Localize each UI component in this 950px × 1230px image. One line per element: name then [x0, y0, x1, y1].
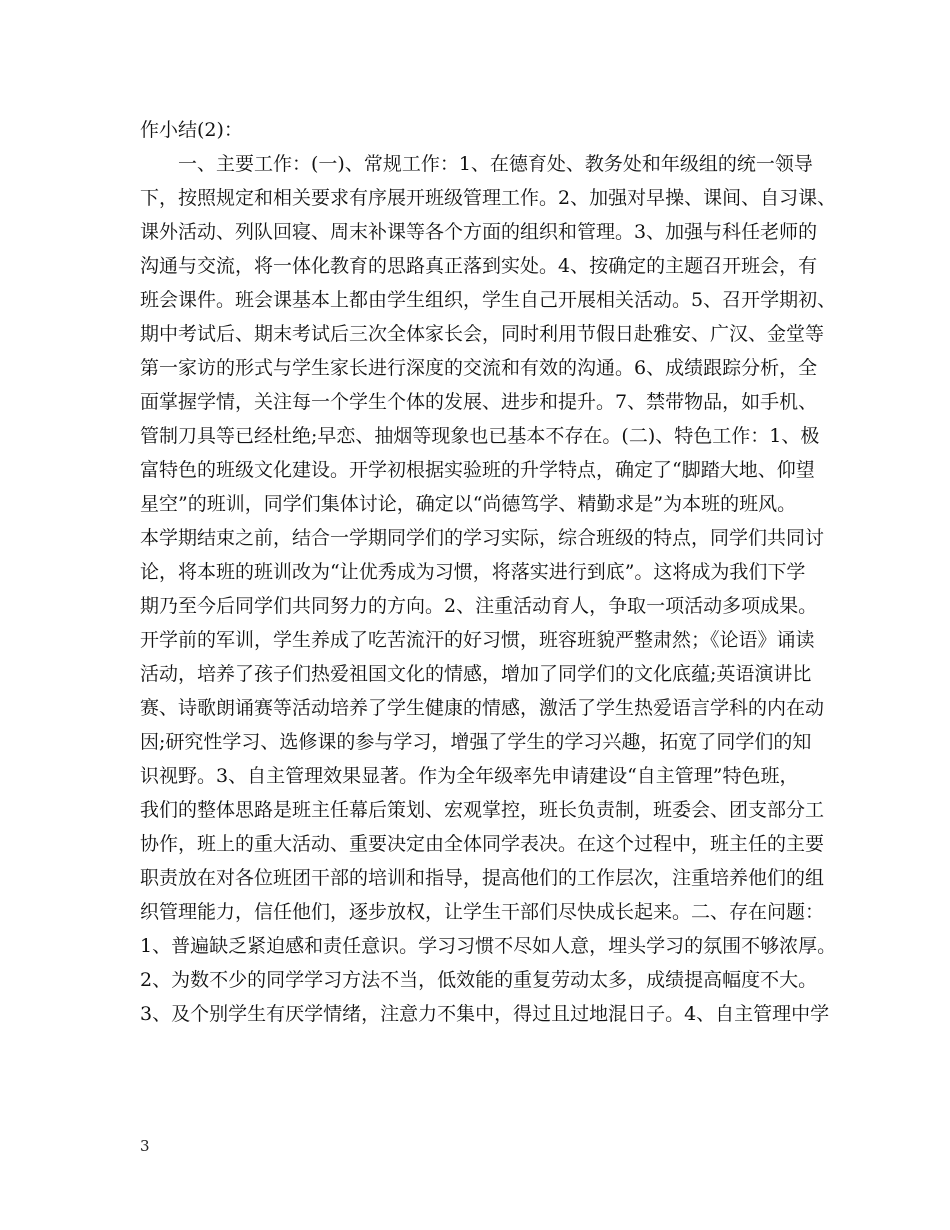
text-line: 开学前的军训，学生养成了吃苦流汗的好习惯，班容班貌严整肃然；《论语》诵读 [140, 629, 815, 651]
text-line: 班会课件。班会课基本上都由学生组织，学生自己开展相关活动。5、召开学期初、 [140, 289, 837, 311]
text-line: 富特色的班级文化建设。开学初根据实验班的升学特点，确定了“脚踏大地、仰望 [140, 459, 815, 481]
text-line: 赛、诗歌朗诵赛等活动培养了学生健康的情感，激活了学生热爱语言学科的内在动 [140, 697, 825, 719]
text-line: 本学期结束之前，结合一学期同学们的学习实际，综合班级的特点，同学们共同讨 [140, 527, 825, 549]
text-line: 织管理能力，信任他们，逐步放权，让学生干部们尽快成长起来。二、存在问题： [140, 901, 825, 923]
text-line: 协作，班上的重大活动、重要决定由全体同学表决。在这个过程中，班主任的主要 [140, 833, 825, 855]
text-line: 管制刀具等已经杜绝;早恋、抽烟等现象也已基本不存在。(二)、特色工作：1、极 [140, 425, 820, 447]
text-line: 作小结(2)： [140, 119, 243, 141]
page-number: 3 [140, 1137, 150, 1155]
text-line: 活动，培养了孩子们热爱祖国文化的情感，增加了同学们的文化底蕴;英语演讲比 [140, 663, 812, 685]
text-line: 论，将本班的班训改为“让优秀成为习惯，将落实进行到底”。这将成为我们下学 [140, 561, 806, 583]
text-line: 下，按照规定和相关要求有序展开班级管理工作。2、加强对早操、课间、自习课、 [140, 187, 837, 209]
text-line: 第一家访的形式与学生家长进行深度的交流和有效的沟通。6、成绩跟踪分析，全 [140, 357, 818, 379]
text-line: 面掌握学情，关注每一个学生个体的发展、进步和提升。7、禁带物品，如手机、 [140, 391, 818, 413]
text-line: 沟通与交流，将一体化教育的思路真正落到实处。4、按确定的主题召开班会，有 [140, 255, 818, 277]
text-line: 我们的整体思路是班主任幕后策划、宏观掌控，班长负责制，班委会、团支部分工 [140, 799, 825, 821]
body-text [140, 113, 840, 1031]
text-line: 1、普遍缺乏紧迫感和责任意识。学习习惯不尽如人意，埋头学习的氛围不够浓厚。 [140, 935, 837, 957]
text-line: 2、为数不少的同学学习方法不当，低效能的重复劳动太多，成绩提高幅度不大。 [140, 969, 818, 991]
text-line: 职责放在对各位班团干部的培训和指导，提高他们的工作层次，注重培养他们的组 [140, 867, 825, 889]
text-line: 一、主要工作：(一)、常规工作：1、在德育处、教务处和年级组的统一领导 [140, 153, 813, 175]
text-line: 课外活动、列队回寝、周末补课等各个方面的组织和管理。3、加强与科任老师的 [140, 221, 818, 243]
text-line: 期中考试后、期末考试后三次全体家长会，同时利用节假日赴雅安、广汉、金堂等 [140, 323, 825, 345]
text-line: 星空”的班训，同学们集体讨论，确定以“尚德笃学、精勤求是”为本班的班风。 [140, 493, 797, 515]
text-line: 识视野。3、自主管理效果显著。作为全年级率先申请建设“自主管理”特色班， [140, 765, 799, 787]
text-line: 因;研究性学习、选修课的参与学习，增强了学生的学习兴趣，拓宽了同学们的知 [140, 731, 812, 753]
text-line: 3、及个别学生有厌学情绪，注意力不集中，得过且过地混日子。4、自主管理中学 [140, 1003, 830, 1025]
text-line: 期乃至今后同学们共同努力的方向。2、注重活动育人，争取一项活动多项成果。 [140, 595, 818, 617]
